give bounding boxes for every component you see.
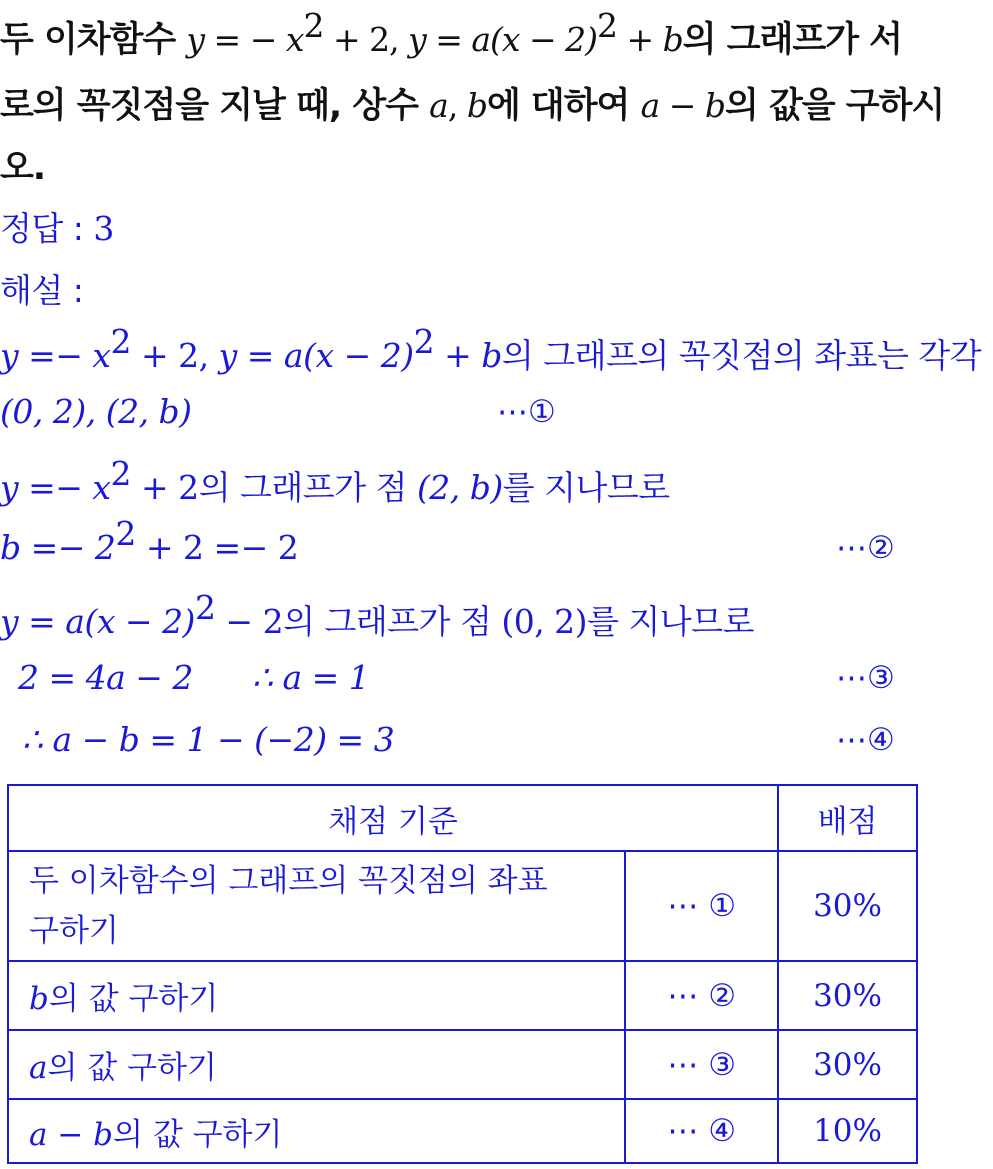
rubric-points: 30% <box>778 1030 917 1099</box>
point: (2, b) <box>416 468 503 507</box>
step-text: 를 지나므로 <box>587 602 754 641</box>
problem-line-3: 오. <box>0 148 46 188</box>
solution-label: 해설 : <box>0 271 84 310</box>
rubric-step-marker: ⋯ ① <box>625 851 778 961</box>
separator: , <box>447 86 467 125</box>
solution-step-6-eq: 2 = 4a − 2 <box>18 658 193 697</box>
rubric-row <box>8 851 917 961</box>
exponent: 2 <box>115 514 136 553</box>
answer-value: 3 <box>93 209 114 248</box>
solution-step-7: ∴ a − b = 1 − (−2) = 3 <box>22 720 395 759</box>
criterion-text: 구하기 <box>29 913 119 949</box>
variable: b <box>29 981 49 1017</box>
rubric-points: 30% <box>778 851 917 961</box>
rubric-step-marker: ⋯ ③ <box>625 1030 778 1099</box>
rubric-step-marker: ⋯ ④ <box>625 1099 778 1163</box>
solution-step-6-therefore: ∴ a = 1 <box>252 658 370 697</box>
step-marker-3: ⋯③ <box>836 660 895 696</box>
rubric-row <box>8 961 917 1030</box>
vertex-coordinates: (0, 2), (2, b) <box>0 392 192 431</box>
step-marker-2: ⋯② <box>836 530 895 566</box>
solution-step-4 <box>0 514 299 567</box>
answer-label: 정답 : <box>0 209 94 248</box>
expression: a − b <box>640 86 725 125</box>
problem-line-1 <box>0 6 902 62</box>
equation-2-rest: + b <box>617 20 683 59</box>
exponent: 2 <box>110 454 132 493</box>
equation: b =− 2 <box>0 528 116 567</box>
criterion-text: 의 값 구하기 <box>48 981 219 1017</box>
equation-2: y = a(x − 2) <box>218 336 414 375</box>
rubric-step-marker: ⋯ ② <box>625 961 778 1030</box>
step-text: 의 그래프가 점 <box>198 468 417 507</box>
equation-1: y =− x <box>0 336 111 375</box>
solution-step-2 <box>0 392 192 431</box>
variable-a: a <box>429 86 448 125</box>
rubric-row <box>8 1099 917 1163</box>
problem-text: 의 그래프가 서 <box>682 20 902 60</box>
criterion-text: 두 이차함수의 그래프의 꼭짓점의 좌표 <box>29 863 548 899</box>
rubric-criterion <box>8 1030 625 1099</box>
equation: y = a(x − 2) <box>0 602 195 641</box>
equation-1: y = − x <box>186 20 304 59</box>
rubric-points: 10% <box>778 1099 917 1163</box>
point: (0, 2) <box>501 602 588 641</box>
problem-text: 두 이차함수 <box>0 20 187 60</box>
expression: a − b <box>29 1116 114 1153</box>
rubric-header-row <box>8 785 917 851</box>
problem-text: 로의 꼭짓점을 지날 때, 상수 <box>0 86 430 126</box>
equation: y =− x <box>0 468 111 507</box>
criterion-text: 의 값 구하기 <box>47 1050 217 1086</box>
solution-step-3 <box>0 454 670 509</box>
rubric-header-points: 배점 <box>778 785 917 851</box>
criterion-text: 의 값 구하기 <box>113 1116 283 1153</box>
rubric-row <box>8 1030 917 1099</box>
problem-line-2 <box>0 78 944 128</box>
rubric-criterion <box>8 961 625 1030</box>
variable: a <box>29 1050 48 1086</box>
variable-b: b <box>466 86 487 125</box>
equation-2: y = a(x − 2) <box>408 20 597 59</box>
exponent: 2 <box>194 588 216 627</box>
rubric-criterion <box>8 1099 625 1163</box>
solution-step-1 <box>0 322 982 377</box>
equation-1-rest: + 2, <box>323 20 409 59</box>
exponent: 2 <box>413 322 435 361</box>
step-marker-1: ⋯① <box>497 394 556 430</box>
exponent: 2 <box>110 322 132 361</box>
answer-line <box>0 203 114 250</box>
equation-1-rest: + 2, <box>131 336 219 375</box>
rubric-criterion <box>8 851 625 961</box>
problem-text: 의 값을 구하시 <box>725 86 945 126</box>
step-marker-4: ⋯④ <box>836 722 895 758</box>
problem-text: 에 대하여 <box>486 86 641 126</box>
rubric-points: 30% <box>778 961 917 1030</box>
step-text: 를 지나므로 <box>502 468 670 507</box>
step-text: 의 그래프의 꼭짓점의 좌표는 각각 <box>501 336 982 375</box>
equation-rest: + 2 <box>131 468 199 507</box>
rubric-header-criteria: 채점 기준 <box>8 785 778 851</box>
exponent: 2 <box>303 6 324 45</box>
exponent: 2 <box>597 6 617 45</box>
equation-rest: − 2 <box>215 602 284 641</box>
equation-rest: + 2 =− 2 <box>135 528 299 567</box>
equation-2-rest: + b <box>434 336 502 375</box>
grading-rubric-table <box>7 784 918 1164</box>
step-text: 의 그래프가 점 <box>283 602 502 641</box>
solution-step-5 <box>0 588 754 643</box>
